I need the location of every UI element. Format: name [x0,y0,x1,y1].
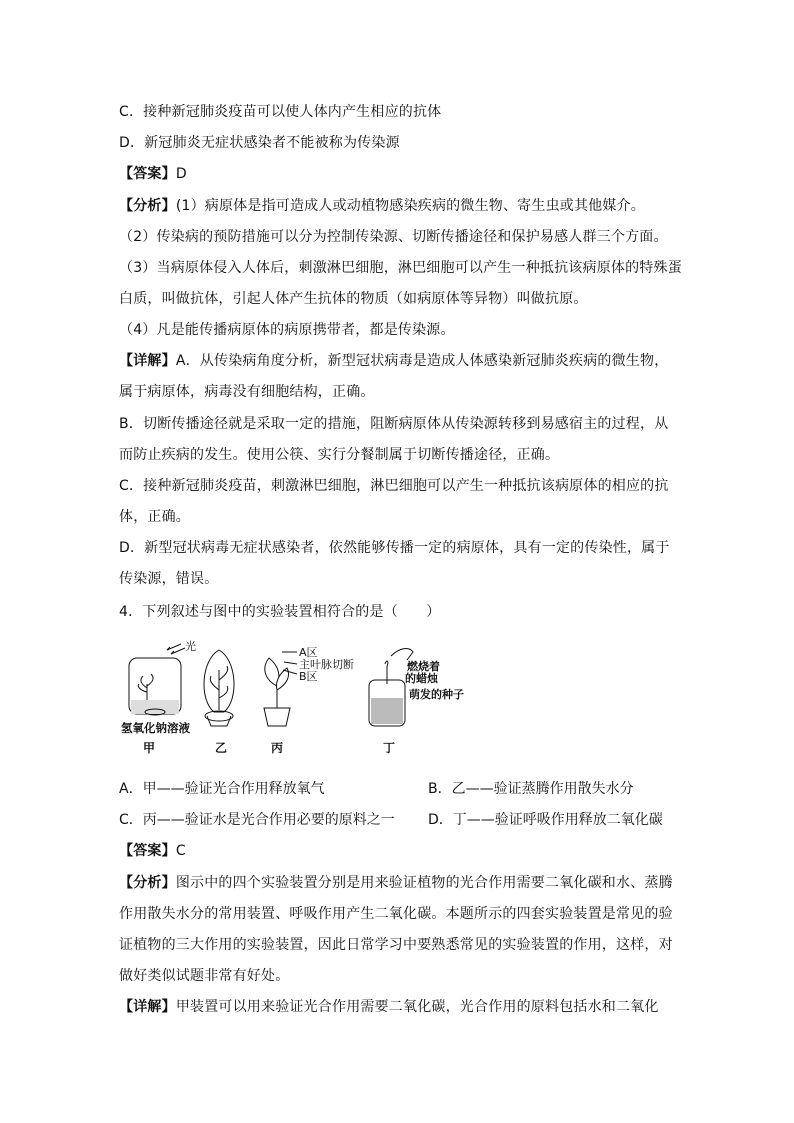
option-b: B．乙——验证蒸腾作用散失水分 [428,781,634,797]
analysis-line [119,196,679,216]
label-bing: 丙 [271,741,284,755]
option-c: C．接种新冠肺炎疫苗可以使人体内产生相应的抗体 [119,104,442,120]
apparatus-jia [129,644,185,715]
analysis-text: 图示中的四个实验装置分别是用来验证植物的光合作用需要二氧化碳和水、蒸腾 [175,875,673,891]
label-yi: 乙 [215,741,228,755]
analysis-line: 白质，叫做抗体，引起人体产生抗体的物质（如病原体等异物）叫做抗原。 [119,291,588,307]
detail-line [119,351,679,371]
detail-tag: 【详解】 [119,999,176,1015]
option-a: A．甲——验证光合作用释放氧气 [119,781,325,797]
detail-line: 而防止疾病的发生。使用公筷、实行分餐制属于切断传播途径，正确。 [119,447,560,463]
analysis-tag: 【分析】 [119,875,176,891]
experiment-figure [119,640,479,760]
analysis-line [119,873,679,893]
analysis-line: 做好类似试题非常有好处。 [119,968,290,984]
apparatus-yi [204,650,234,726]
answer-tag: 【答案】 [119,843,176,859]
option-d: D．新冠肺炎无症状感染者不能被称为传染源 [119,135,400,151]
detail-line: 属于病原体，病毒没有细胞结构，正确。 [119,384,375,400]
label-zone-a: A区 [299,646,318,659]
answer-line [119,164,679,184]
question-stem: 4．下列叙述与图中的实验装置相符合的是（ ） [119,604,441,620]
label-ding: 丁 [383,741,396,755]
analysis-tag: 【分析】 [119,198,176,214]
detail-line: B．切断传播途径就是采取一定的措施，阻断病原体从传染源转移到易感宿主的过程，从 [119,416,669,432]
option-c-q4: C．丙——验证水是光合作用必要的原料之一 [119,812,395,828]
detail-tag: 【详解】 [119,353,176,369]
analysis-line: （4）凡是能传播病原体的病原携带者，都是传染源。 [119,322,455,338]
apparatus-bing [264,652,297,726]
detail-line: D．新型冠状病毒无症状感染者，依然能够传播一定的病原体，具有一定的传染性，属于 [119,540,670,556]
detail-text: A．从传染病角度分析，新型冠状病毒是造成人体感染新冠肺炎疾病的微生物， [175,353,669,369]
detail-line: C．接种新冠肺炎疫苗，刺激淋巴细胞，淋巴细胞可以产生一种抵抗该病原体的相应的抗 [119,478,669,494]
label-zone-b: B区 [299,670,318,683]
detail-line [119,997,679,1017]
analysis-line: 证植物的三大作用的实验装置，因此日常学习中要熟悉常见的实验装置的作用，这样，对 [119,937,673,953]
experiment-diagram [119,640,479,760]
label-jia: 甲 [143,741,156,755]
label-naoh: 氢氧化钠溶液 [121,721,190,735]
detail-line: 体，正确。 [119,509,190,525]
answer-line [119,841,679,861]
answer-value: D [175,166,187,182]
detail-text: 甲装置可以用来验证光合作用需要二氧化碳，光合作用的原料包括水和二氧化 [175,999,659,1015]
label-burning-1: 燃烧着 [407,660,440,673]
label-light: 光 [185,640,196,653]
analysis-line: 作用散失水分的常用装置、呼吸作用产生二氧化碳。本题所示的四套实验装置是常见的验 [119,906,673,922]
analysis-text: (1）病原体是指可造成人或动植物感染疾病的微生物、寄生虫或其他媒介。 [175,198,645,214]
label-seeds: 萌发的种子 [409,688,464,701]
analysis-line: （3）当病原体侵入人体后，刺激淋巴细胞，淋巴细胞可以产生一种抵抗该病原体的特殊蛋 [119,260,682,276]
answer-value: C [175,843,186,859]
label-cut: 主叶脉切断 [299,658,354,671]
answer-tag: 【答案】 [119,166,176,182]
option-d-q4: D．丁——验证呼吸作用释放二氧化碳 [428,812,663,828]
detail-line: 传染源，错误。 [119,571,219,587]
analysis-line: （2）传染病的预防措施可以分为控制传染源、切断传播途径和保护易感人群三个方面。 [119,229,668,245]
label-burning-2: 的蜡烛 [405,672,438,685]
